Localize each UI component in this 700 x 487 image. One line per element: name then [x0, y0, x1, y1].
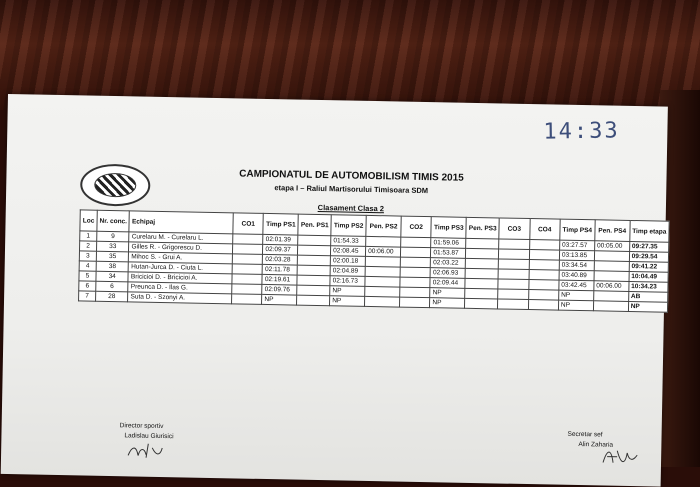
table-cell: 6: [79, 281, 96, 291]
right-signature-name: Alin Zaharia: [578, 441, 614, 449]
table-cell: [297, 295, 330, 306]
table-cell: [232, 294, 263, 305]
column-header: Echipaj: [129, 211, 233, 234]
page-subtitle: etapa I – Raliul Martisorului Timisoara SDM: [274, 183, 429, 196]
table-cell: 02:04.89: [330, 266, 365, 277]
table-cell: Preunca D. - Ilas G.: [128, 282, 232, 294]
table-cell: 02:19.61: [262, 274, 297, 285]
table-cell: [594, 261, 629, 272]
championship-logo: [80, 163, 151, 206]
table-cell: [400, 267, 431, 278]
table-cell: [298, 235, 331, 246]
table-cell: 03:13.85: [559, 250, 594, 261]
results-body: [79, 231, 669, 312]
table-cell: [401, 237, 432, 248]
column-header: CO4: [529, 219, 560, 241]
table-cell: 00:06.00: [594, 281, 629, 292]
table-cell: 02:03.22: [431, 258, 466, 269]
table-cell: [298, 245, 331, 256]
table-cell: 35: [96, 251, 129, 262]
table-cell: 09:41.22: [629, 261, 668, 272]
table-cell: 3: [79, 251, 96, 261]
table-cell: 38: [96, 261, 129, 272]
table-cell: [593, 291, 628, 302]
table-cell: [232, 284, 263, 295]
right-signature-scribble: [599, 446, 639, 467]
table-cell: [232, 264, 263, 275]
table-cell: [594, 251, 629, 262]
table-cell: [498, 279, 529, 290]
table-cell: 01:59.06: [431, 238, 466, 249]
table-cell: 28: [96, 291, 129, 302]
column-header: Timp etapa: [630, 220, 670, 242]
column-header: Pen. PS4: [595, 220, 630, 242]
table-cell: NP: [628, 301, 667, 312]
table-cell: 00:06.00: [366, 246, 401, 257]
table-cell: NP: [262, 294, 297, 305]
table-cell: 9: [97, 231, 130, 242]
table-cell: 01:53.87: [431, 248, 466, 259]
table-cell: [529, 250, 560, 261]
table-cell: [298, 255, 331, 266]
table-cell: 02:16.73: [330, 276, 365, 287]
table-cell: 5: [79, 271, 96, 281]
table-cell: [366, 236, 401, 247]
results-table: [78, 209, 670, 312]
table-cell: [232, 254, 263, 265]
table-cell: [232, 244, 263, 255]
table-cell: [400, 277, 431, 288]
table-cell: Curelaru M. - Curelaru L.: [129, 232, 233, 244]
table-cell: 03:42.45: [559, 280, 594, 291]
table-cell: Suta D. - Szonyi A.: [128, 292, 232, 304]
table-cell: 10:04.49: [629, 271, 668, 282]
table-cell: [365, 256, 400, 267]
column-header: Timp PS1: [263, 213, 298, 235]
table-cell: 34: [96, 271, 129, 282]
table-cell: 02:06.93: [430, 268, 465, 279]
table-cell: 7: [79, 291, 96, 301]
table-cell: [498, 299, 529, 310]
table-cell: [528, 280, 559, 291]
column-header: Timp PS3: [431, 217, 466, 239]
table-cell: 1: [80, 231, 97, 241]
table-cell: AB: [628, 291, 667, 302]
table-cell: [529, 240, 560, 251]
table-cell: [499, 249, 530, 260]
table-cell: [233, 234, 264, 245]
column-header: CO1: [233, 213, 264, 235]
wood-background: [0, 0, 700, 110]
table-cell: [528, 300, 559, 311]
table-cell: 09:29.54: [629, 251, 668, 262]
table-cell: 03:27.57: [559, 240, 594, 251]
table-cell: [365, 286, 400, 297]
table-cell: [465, 298, 498, 309]
column-header: Timp PS4: [560, 219, 595, 241]
table-cell: [498, 289, 529, 300]
table-cell: 02:09.44: [430, 278, 465, 289]
table-cell: [297, 285, 330, 296]
table-cell: NP: [430, 288, 465, 299]
column-header: Loc: [80, 210, 97, 231]
table-cell: [365, 266, 400, 277]
column-header: CO2: [401, 216, 432, 238]
column-header: Timp PS2: [331, 215, 366, 237]
table-cell: Gilles R. - Grigorescu D.: [129, 242, 233, 254]
table-cell: [466, 258, 499, 269]
table-cell: 02:09.76: [262, 284, 297, 295]
section-title: Clasament Clasa 2: [317, 202, 385, 214]
table-cell: 10:34.23: [629, 281, 668, 292]
table-cell: Hutan-Jurca D. - Ciuta L.: [129, 262, 233, 274]
table-cell: NP: [330, 296, 365, 307]
table-cell: NP: [330, 286, 365, 297]
table-cell: 33: [96, 241, 129, 252]
table-cell: [529, 270, 560, 281]
table-cell: 02:01.39: [263, 234, 298, 245]
table-cell: [365, 296, 400, 307]
table-cell: 09:27.35: [629, 241, 668, 252]
table-cell: Mihoc S. - Grui A.: [129, 252, 233, 264]
column-header: Pen. PS3: [466, 217, 499, 239]
table-cell: [232, 274, 263, 285]
handwritten-time: 14:33: [543, 118, 620, 145]
table-cell: 00:05.00: [594, 241, 629, 252]
table-cell: [465, 288, 498, 299]
left-signature-role: Director sportiv: [119, 422, 164, 431]
table-cell: NP: [559, 290, 594, 301]
table-cell: 4: [79, 261, 96, 271]
table-cell: [365, 276, 400, 287]
left-signature-name: Ladislau Giurisici: [124, 432, 174, 441]
table-cell: [297, 265, 330, 276]
table-cell: [528, 290, 559, 301]
column-header: CO3: [499, 218, 530, 240]
table-cell: [593, 301, 628, 312]
table-cell: [400, 287, 431, 298]
table-cell: [499, 239, 530, 250]
table-cell: 03:34.54: [559, 260, 594, 271]
table-cell: [465, 268, 498, 279]
table-cell: 02:09.37: [263, 244, 298, 255]
table-cell: [466, 248, 499, 259]
table-cell: 02:08.45: [331, 246, 366, 257]
table-cell: [594, 271, 629, 282]
table-cell: 03:40.89: [559, 270, 594, 281]
table-cell: [400, 257, 431, 268]
results-sheet: [1, 94, 668, 487]
table-cell: 02:03.28: [263, 254, 298, 265]
table-cell: [400, 247, 431, 258]
table-cell: [465, 278, 498, 289]
table-cell: [529, 260, 560, 271]
left-signature-scribble: [126, 441, 166, 460]
table-cell: [466, 238, 499, 249]
table-cell: 02:00.18: [330, 256, 365, 267]
column-header: Pen. PS1: [298, 214, 331, 236]
table-cell: 6: [96, 281, 129, 292]
checkered-flag-icon: [94, 173, 136, 198]
column-header: Nr. conc.: [97, 210, 130, 232]
table-cell: 02:11.78: [262, 264, 297, 275]
table-cell: 01:54.33: [331, 236, 366, 247]
table-cell: [297, 275, 330, 286]
right-signature-role: Secretar sef: [567, 430, 603, 439]
table-cell: NP: [558, 300, 593, 311]
table-cell: 2: [80, 241, 97, 251]
table-cell: [399, 297, 430, 308]
table-cell: [498, 269, 529, 280]
column-header: Pen. PS2: [366, 215, 401, 237]
page-title: CAMPIONATUL DE AUTOMOBILISM TIMIS 2015: [239, 168, 464, 184]
table-cell: NP: [430, 298, 465, 309]
table-cell: Bricicioi D. - Bricicioi A.: [128, 272, 232, 284]
table-cell: [498, 259, 529, 270]
